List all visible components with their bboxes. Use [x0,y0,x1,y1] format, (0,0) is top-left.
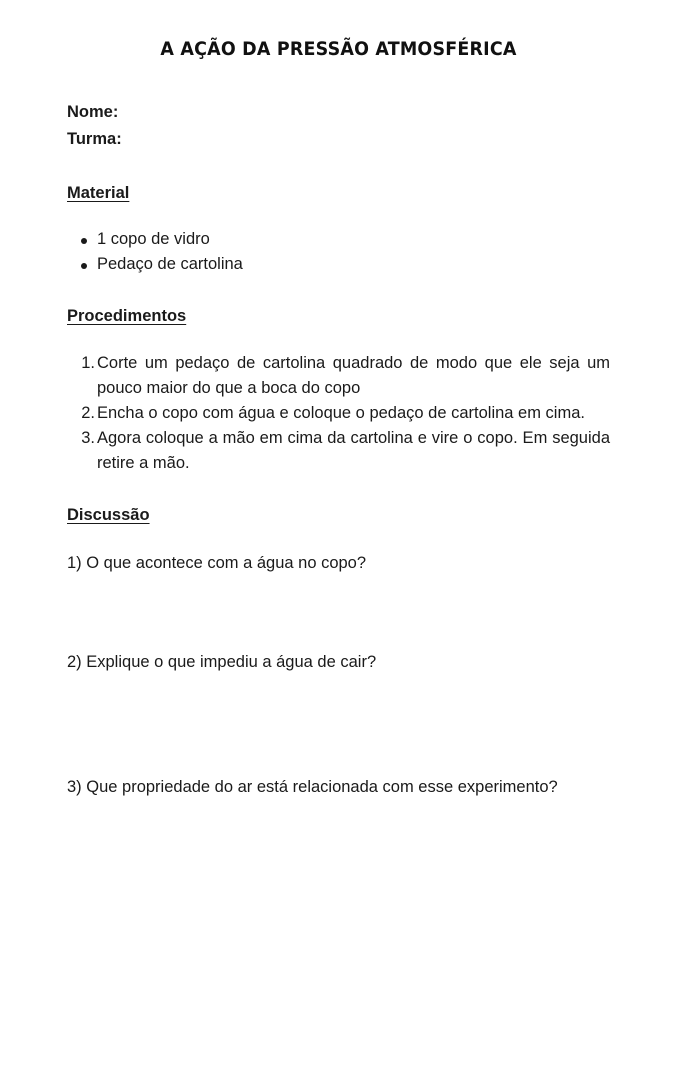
procedures-list [67,351,610,476]
discussion-question-2: 2) Explique o que impediu a água de cair? [67,653,377,671]
discussion-question-1: 1) O que acontece com a água no copo? [67,554,367,572]
discussion-heading: Discussão [67,506,150,524]
step-text: Encha o copo com água e coloque o pedaço de cartolina em cima. [97,404,585,422]
worksheet-content [67,100,610,800]
procedures-heading: Procedimentos [67,307,187,325]
name-field-label: Nome: [67,103,119,121]
material-heading: Material [67,184,130,202]
procedure-step [67,401,610,426]
class-field-label: Turma: [67,130,122,148]
step-text: Corte um pedaço de cartolina quadrado de modo que ele seja um pouco maior do que a boca do copo [97,354,610,397]
material-list [67,227,610,277]
list-item: Pedaço de cartolina [97,252,610,277]
step-text: Agora coloque a mão em cima da cartolina e vire o copo. Em seguida retire a mão. [97,429,610,472]
discussion-question-3: 3) Que propriedade do ar está relacionada com esse experimento? [67,778,558,796]
step-number: 2. [81,404,95,422]
list-item: 1 copo de vidro [97,227,610,252]
procedure-step [67,426,610,476]
step-number: 3. [81,429,95,447]
step-number: 1. [81,354,95,372]
page-title: A AÇÃO DA PRESSÃO ATMOSFÉRICA [160,38,517,60]
procedure-step [67,351,610,401]
